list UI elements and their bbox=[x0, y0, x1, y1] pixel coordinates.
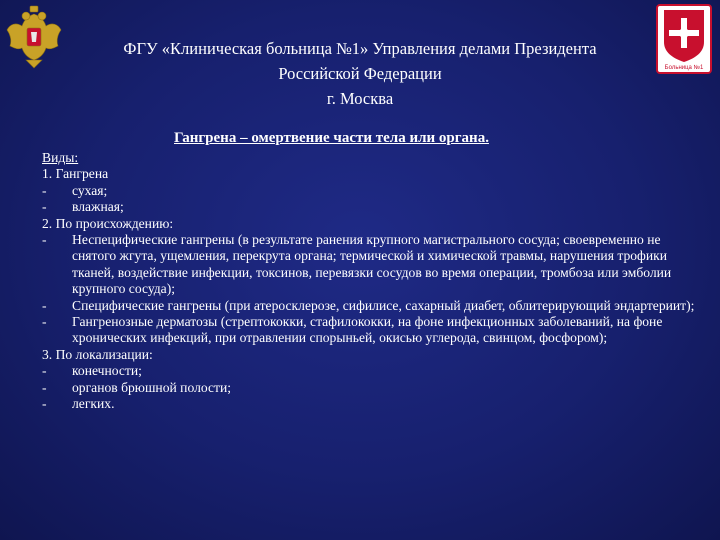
list-item-text: конечности; bbox=[72, 363, 142, 379]
russian-coat-of-arms-icon bbox=[4, 4, 64, 70]
hospital-logo bbox=[656, 4, 712, 74]
list-item bbox=[42, 380, 702, 396]
slide-body bbox=[42, 150, 702, 413]
page-header bbox=[70, 36, 650, 111]
list-item-text: органов брюшной полости; bbox=[72, 379, 232, 395]
list-item bbox=[42, 298, 702, 314]
header-line-3: г. Москва bbox=[326, 89, 394, 108]
header-line-1: ФГУ «Клиническая больница №1» Управления делами Президента bbox=[123, 39, 597, 58]
list-item-text: Неспецифические гангрены (в результате ранения крупного магистрального сосуда; своевременно не снятого жгута, ущемления, перекрута органа; термической и химической травмы, нарушения трофики тканей, воздействие инфекции, токсинов, перевязки сосудов во время операции, тромбоза или эмболии крупного сосуда); bbox=[72, 232, 672, 297]
list-item-text: легких. bbox=[72, 396, 115, 412]
bullet-dash: - bbox=[42, 297, 47, 313]
bullet-dash: - bbox=[42, 379, 47, 395]
hospital-logo-text: Больница №1 bbox=[664, 65, 704, 71]
bullet-dash: - bbox=[42, 314, 47, 330]
bullet-dash: - bbox=[42, 363, 47, 379]
list-item bbox=[42, 314, 702, 347]
section-3-heading: 3. По локализации: bbox=[42, 346, 153, 362]
list-item-text: сухая; bbox=[72, 182, 108, 198]
list-item-text: влажная; bbox=[72, 199, 124, 215]
list-item bbox=[42, 363, 702, 379]
section-2-heading: 2. По происхождению: bbox=[42, 215, 174, 231]
list-item bbox=[42, 183, 702, 199]
list-item bbox=[42, 232, 702, 298]
bullet-dash: - bbox=[42, 199, 47, 215]
bullet-dash: - bbox=[42, 396, 47, 412]
list-item-text: Гангренозные дерматозы (стрептококки, стафилококки, на фоне инфекционных заболеваний, на фоне хронических инфекций, при отравлении спорыньей, окисью углерода, свинцом, фосфором); bbox=[72, 314, 663, 346]
list-item bbox=[42, 199, 702, 215]
list-item bbox=[42, 396, 702, 412]
types-heading: Виды: bbox=[42, 150, 79, 165]
bullet-dash: - bbox=[42, 232, 47, 248]
header-line-2: Российской Федерации bbox=[278, 64, 442, 83]
section-1-heading: 1. Гангрена bbox=[42, 166, 109, 182]
slide-title: Гангрена – омертвение части тела или органа. bbox=[174, 130, 489, 146]
list-item-text: Специфические гангрены (при атеросклерозе, сифилисе, сахарный диабет, облитерирующий эндартериит); bbox=[72, 297, 695, 313]
bullet-dash: - bbox=[42, 182, 47, 198]
